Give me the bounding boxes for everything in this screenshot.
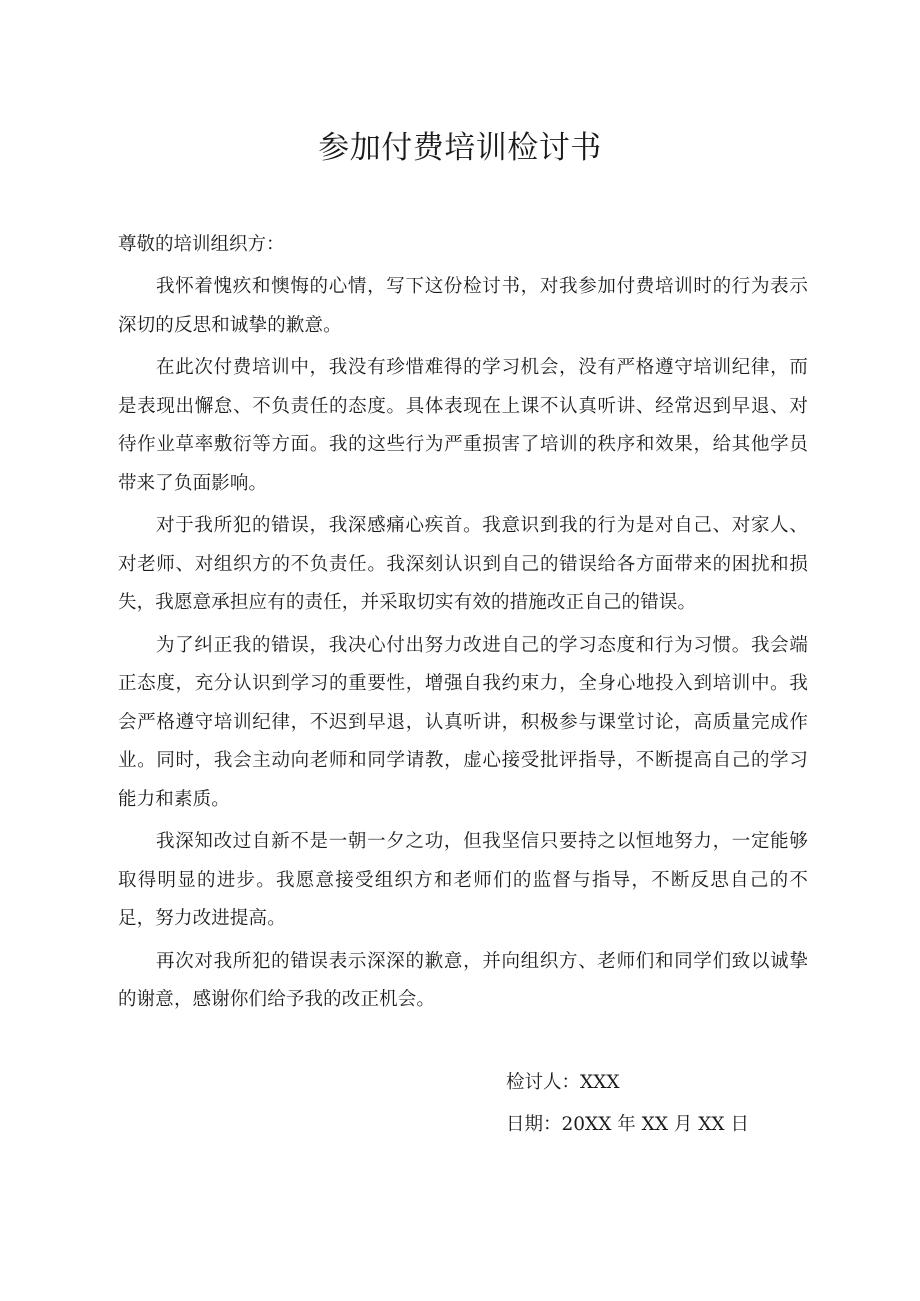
paragraph-2: 在此次付费培训中，我没有珍惜难得的学习机会，没有严格遵守培训纪律，而是表现出懈怠、不负责任的态度。具体表现在上课不认真听讲、经常迟到早退、对待作业草率敷衍等方面。我的这些行为严重损害了培训的秩序和效果，给其他学员带来了负面影响。 [118, 357, 808, 494]
salutation: 尊敬的培训组织方： [118, 234, 285, 255]
author-line: 检讨人：XXX [506, 1072, 620, 1093]
signature-block [506, 1064, 749, 1144]
date-line: 日期：20XX 年 XX 月 XX 日 [506, 1114, 749, 1135]
document-body [118, 226, 808, 1024]
paragraph-6: 再次对我所犯的错误表示深深的歉意，并向组织方、老师们和同学们致以诚挚的谢意，感谢你们给予我的改正机会。 [118, 950, 808, 1010]
paragraph-1: 我怀着愧疚和懊悔的心情，写下这份检讨书，对我参加付费培训时的行为表示深切的反思和诚挚的歉意。 [118, 276, 808, 336]
paragraph-4: 为了纠正我的错误，我决心付出努力改进自己的学习态度和行为习惯。我会端正态度，充分认识到学习的重要性，增强自我约束力，全身心地投入到培训中。我会严格遵守培训纪律，不迟到早退，认真听讲，积极参与课堂讨论，高质量完成作业。同时，我会主动向老师和同学请教，虚心接受批评指导，不断提高自己的学习能力和素质。 [118, 634, 808, 810]
paragraph-5: 我深知改过自新不是一朝一夕之功，但我坚信只要持之以恒地努力，一定能够取得明显的进步。我愿意接受组织方和老师们的监督与指导，不断反思自己的不足，努力改进提高。 [118, 831, 808, 929]
document-title: 参加付费培训检讨书 [318, 130, 602, 166]
paragraph-3: 对于我所犯的错误，我深感痛心疾首。我意识到我的行为是对自己、对家人、对老师、对组织方的不负责任。我深刻认识到自己的错误给各方面带来的困扰和损失，我愿意承担应有的责任，并采取切实有效的措施改正自己的错误。 [118, 515, 808, 613]
